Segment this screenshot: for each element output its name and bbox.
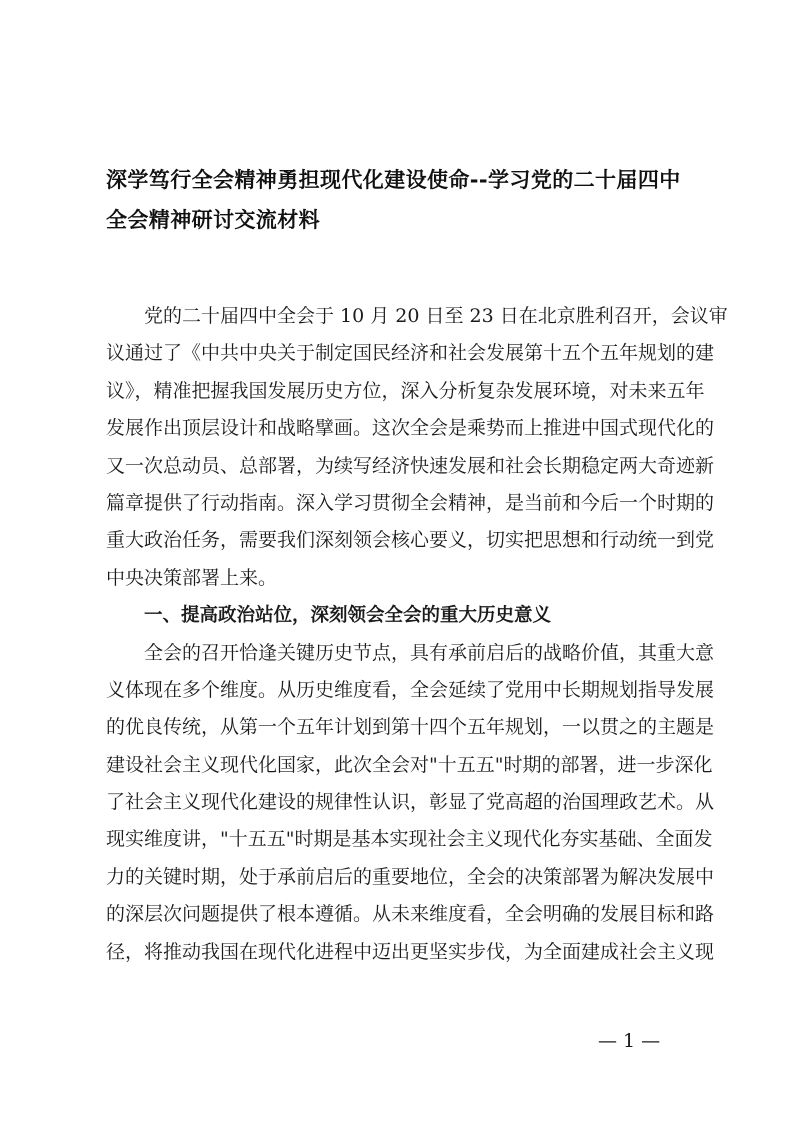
- document-body: [106, 298, 728, 971]
- paragraph-line: 的优良传统，从第一个五年计划到第十四个五年规划，一以贯之的主题是: [106, 716, 715, 739]
- paragraph-line: 党的二十届四中全会于 10 月 20 日至 23 日在北京胜利召开，会议审: [144, 305, 728, 327]
- paragraph-line: 重大政治任务，需要我们深刻领会核心要义，切实把思想和行动统一到党: [106, 529, 715, 552]
- paragraph-line: 力的关键时期，处于承前启后的重要地位，全会的决策部署为解决发展中: [106, 865, 715, 888]
- section-heading: 一、提高政治站位，深刻领会全会的重大历史意义: [144, 605, 552, 627]
- paragraph-line: 的深层次问题提供了根本遵循。从未来维度看，全会明确的发展目标和路: [106, 903, 715, 926]
- paragraph-line: 议》，精准把握我国发展历史方位，深入分析复杂发展环境，对未来五年: [106, 379, 705, 402]
- paragraph-line: 篇章提供了行动指南。深入学习贯彻全会精神，是当前和今后一个时期的: [106, 491, 715, 514]
- paragraph-line: 径，将推动我国在现代化进程中迈出更坚实步伐，为全面建成社会主义现: [106, 940, 715, 963]
- paragraph-significance: [106, 635, 715, 972]
- paragraph-line: 全会的召开恰逢关键历史节点，具有承前启后的战略价值，其重大意: [144, 641, 715, 664]
- paragraph-line: 建设社会主义现代化国家，此次全会对"十五五"时期的部署，进一步深化: [106, 753, 713, 776]
- title-line: 全会精神研讨交流材料: [106, 208, 320, 232]
- paragraph-line: 义体现在多个维度。从历史维度看，全会延续了党用中长期规划指导发展: [106, 678, 715, 701]
- paragraph-line: 议通过了《中共中央关于制定国民经济和社会发展第十五个五年规划的建: [106, 342, 715, 365]
- paragraph-line: 现实维度讲，"十五五"时期是基本实现社会主义现代化夯实基础、全面发: [106, 828, 713, 851]
- paragraph-intro: [106, 298, 728, 597]
- document-title: [106, 160, 696, 240]
- paragraph-line: 了社会主义现代化建设的规律性认识，彰显了党高超的治国理政艺术。从: [106, 791, 715, 814]
- title-line: 深学笃行全会精神勇担现代化建设使命--学习党的二十届四中: [106, 168, 681, 192]
- paragraph-line: 发展作出顶层设计和战略擘画。这次全会是乘势而上推进中国式现代化的: [106, 417, 715, 440]
- paragraph-line: 中央决策部署上来。: [106, 566, 278, 589]
- page-number: — 1 —: [598, 1030, 661, 1052]
- paragraph-line: 又一次总动员、总部署，为续写经济快速发展和社会长期稳定两大奇迹新: [106, 454, 715, 477]
